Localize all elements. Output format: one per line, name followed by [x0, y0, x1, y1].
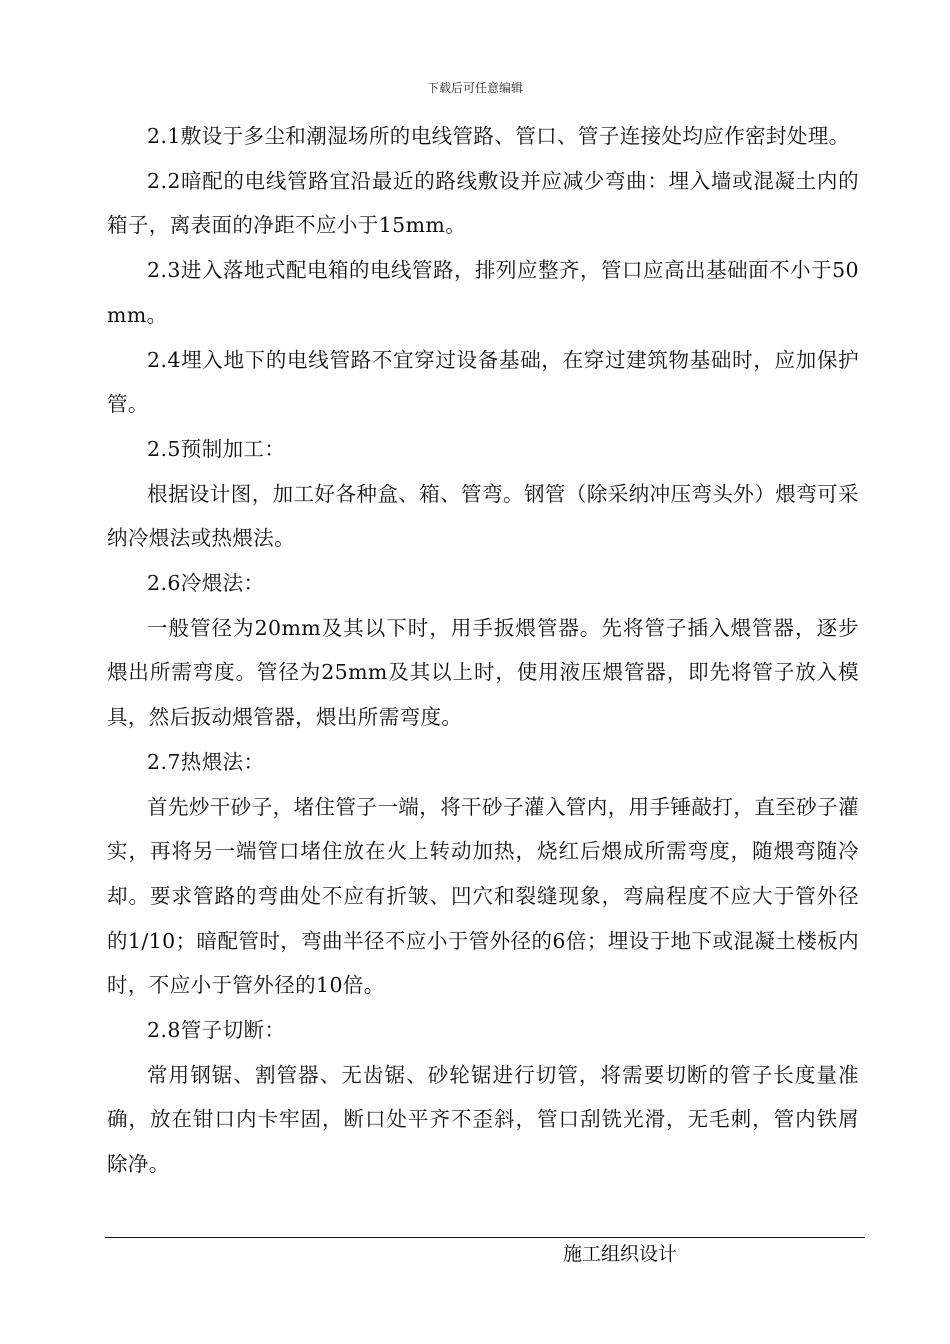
- heading-2-7: 2.7热煨法：: [147, 749, 265, 774]
- paragraph-pipe-cutting: 常用钢锯、割管器、无齿锯、砂轮锯进行切管，将需要切断的管子长度量准确，放在钳口内卡牢固，断口处平齐不歪斜，管口刮铣光滑，无毛刺，管内铁屑除净。: [107, 1062, 859, 1177]
- header-note: 下载后可任意编辑: [426, 81, 523, 95]
- paragraph-2-1: 2.1敷设于多尘和潮湿场所的电线管路、管口、管子连接处均应作密封处理。: [147, 124, 850, 148]
- document-body: [107, 114, 859, 1187]
- heading-2-8: 2.8管子切断：: [147, 1018, 286, 1043]
- paragraph-prefabrication: 根据设计图，加工好各种盒、箱、管弯。钢管（除采纳冲压弯头外）煨弯可采纳冷煨法或热煨法。: [107, 481, 859, 551]
- paragraph-2-3: 2.3进入落地式配电箱的电线管路，排列应整齐，管口应高出基础面不小于50mm。: [107, 258, 859, 327]
- paragraph-2-4: 2.4埋入地下的电线管路不宜穿过设备基础，在穿过建筑物基础时，应加保护管。: [107, 347, 859, 417]
- heading-2-5: 2.5预制加工：: [147, 436, 286, 461]
- heading-2-6: 2.6冷煨法：: [147, 571, 265, 596]
- footer-title: 施工组织设计: [563, 1243, 678, 1265]
- paragraph-cold-bending: 一般管径为20mm及其以下时，用手扳煨管器。先将管子插入煨管器，逐步煨出所需弯度。管径为25mm及其以上时，使用液压煨管器，即先将管子放入模具，然后扳动煨管器，煨出所需弯度。: [107, 615, 859, 730]
- footer-divider: [105, 1237, 865, 1238]
- paragraph-2-2: 2.2暗配的电线管路宜沿最近的路线敷设并应减少弯曲：埋入墙或混凝土内的箱子，离表面的净距不应小于15mm。: [107, 168, 859, 238]
- paragraph-hot-bending: 首先炒干砂子，堵住管子一端，将干砂子灌入管内，用手锤敲打，直至砂子灌实，再将另一端管口堵住放在火上转动加热，烧红后煨成所需弯度，随煨弯随冷却。要求管路的弯曲处不应有折皱、凹穴和裂缝现象，弯扁程度不应大于管外径的1/10；暗配管时，弯曲半径不应小于管外径的6倍；埋设于地下或混凝土楼板内时，不应小于管外径的10倍。: [107, 794, 859, 998]
